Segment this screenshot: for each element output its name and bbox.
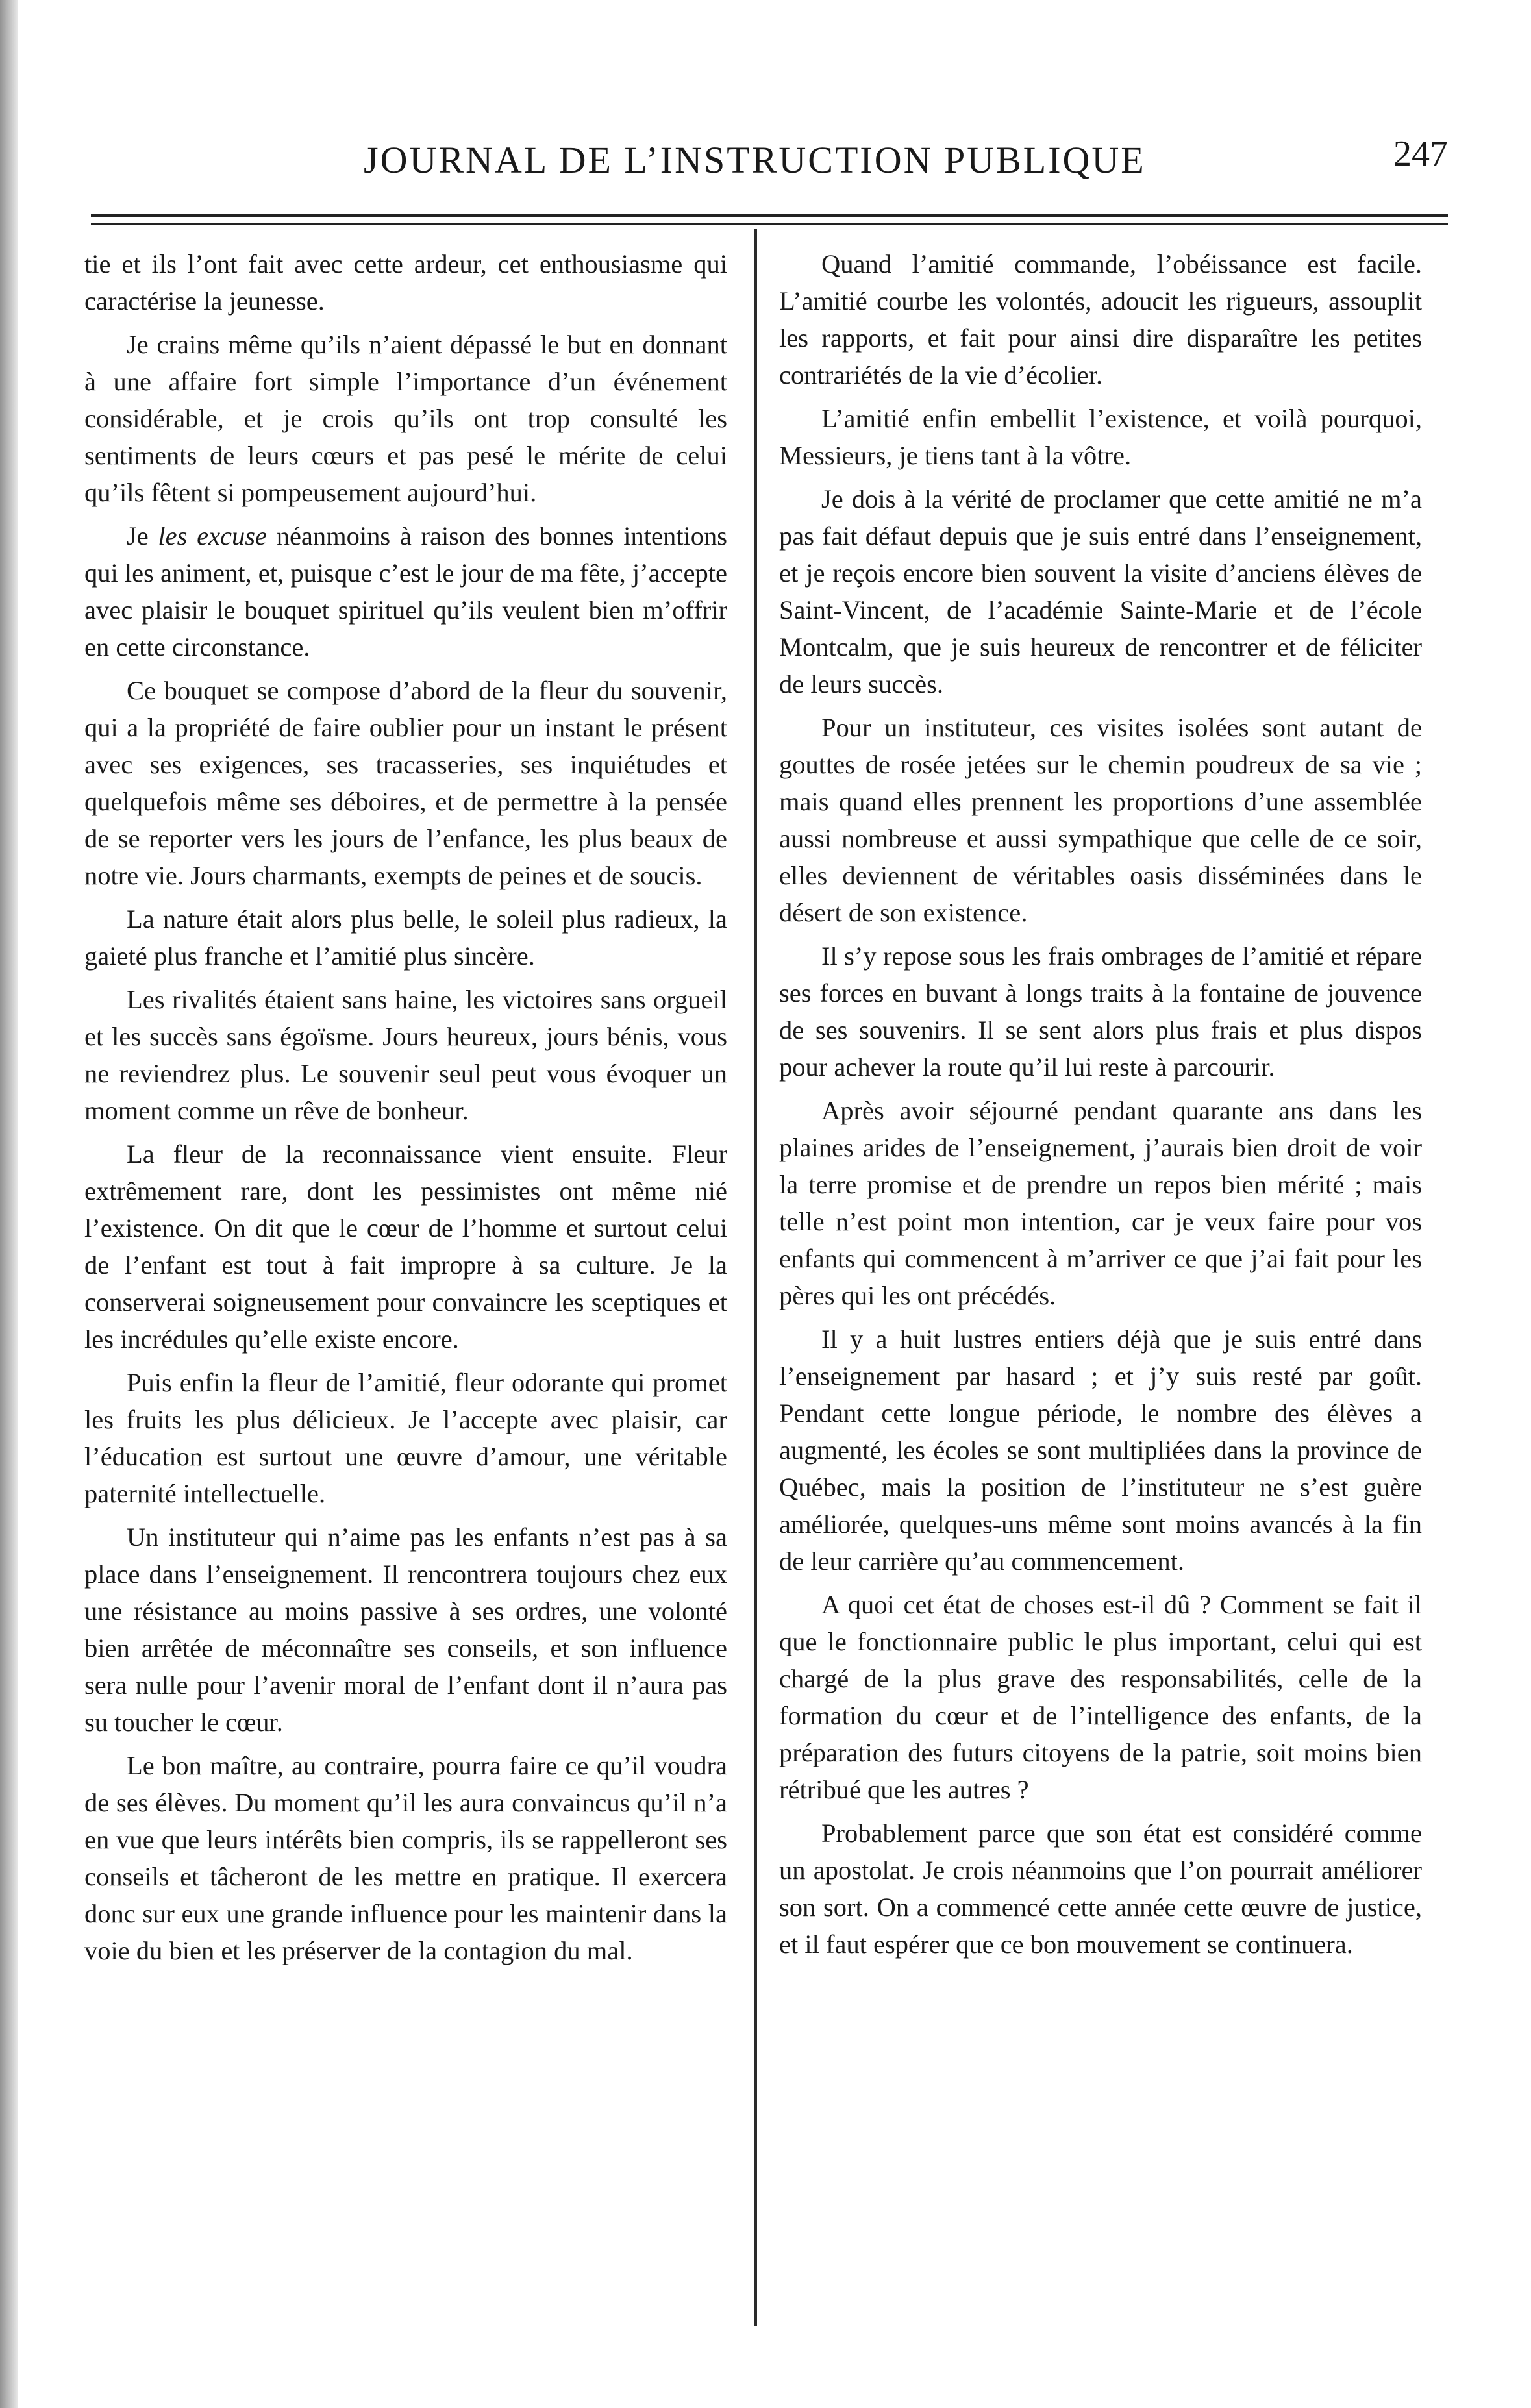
paragraph-with-italic: [84, 517, 727, 665]
paragraph: Probablement parce que son état est considéré comme un apostolat. Je crois néanmoins que l’on pourrait améliorer son sort. On a commencé cette année cette œuvre de justice, et il faut espérer que ce bon mouvement se continuera.: [779, 1818, 1422, 1959]
paragraph: Je crains même qu’ils n’aient dépassé le but en donnant à une affaire fort simple l’importance d’un événement considérable, et je crois qu’ils ont trop consulté les sentiments de leurs cœurs et pas pesé le mérite de celui qu’ils fêtent si pompeusement aujourd’hui.: [84, 330, 727, 507]
page-number: 247: [1393, 134, 1448, 174]
text-run: Je: [127, 521, 158, 551]
paragraph: Un instituteur qui n’aime pas les enfants n’est pas à sa place dans l’enseignement. Il rencontrera toujours chez eux une résistance au moins passive à ses ordres, une volonté bien arrêtée de méconnaître ses conseils, et son influence sera nulle pour l’avenir moral de l’enfant dont il n’aura pas su toucher le cœur.: [84, 1522, 727, 1737]
paragraph: La fleur de la reconnaissance vient ensuite. Fleur extrêmement rare, dont les pessimistes ont même nié l’existence. On dit que le cœur de l’homme et surtout celui de l’enfant est tout à fait impropre à sa culture. Je la conserverai soigneusement pour convaincre les sceptiques et les incrédules qu’elle existe encore.: [84, 1139, 727, 1354]
right-column: [779, 245, 1422, 1969]
paragraph: Je dois à la vérité de proclamer que cette amitié ne m’a pas fait défaut depuis que je suis entré dans l’enseignement, et je reçois encore bien souvent la visite d’anciens élèves de Saint-Vincent, de l’académie Sainte-Marie et de l’école Montcalm, que je suis heureux de rencontrer et de féliciter de leurs succès.: [779, 484, 1422, 699]
paragraph: L’amitié enfin embellit l’existence, et voilà pourquoi, Messieurs, je tiens tant à la vôtre.: [779, 404, 1422, 470]
paragraph: Quand l’amitié commande, l’obéissance est facile. L’amitié courbe les volontés, adoucit les rigueurs, assouplit les rapports, et fait pour ainsi dire disparaître les petites contrariétés de la vie d’écolier.: [779, 249, 1422, 390]
paragraph: La nature était alors plus belle, le soleil plus radieux, la gaieté plus franche et l’amitié plus sincère.: [84, 904, 727, 971]
paragraph: Il s’y repose sous les frais ombrages de l’amitié et répare ses forces en buvant à longs traits à la fontaine de jouvence de ses souvenirs. Il se sent alors plus frais et plus dispos pour achever la route qu’il lui reste à parcourir.: [779, 941, 1422, 1082]
page-binding-edge: [0, 0, 18, 2408]
journal-title: JOURNAL DE L’INSTRUCTION PUBLIQUE: [364, 139, 1146, 181]
paragraph: A quoi cet état de choses est-il dû ? Comment se fait il que le fonctionnaire public le plus important, celui qui est chargé de la plus grave des responsabilités, celle de la formation du cœur et de l’intelligence des enfants, de la préparation des futurs citoyens de la patrie, soit moins bien rétribué que les autres ?: [779, 1590, 1422, 1804]
running-header: [91, 133, 1448, 205]
paragraph: Les rivalités étaient sans haine, les victoires sans orgueil et les succès sans égoïsme. Jours heureux, jours bénis, vous ne reviendrez plus. Le souvenir seul peut vous évoquer un moment comme un rêve de bonheur.: [84, 985, 727, 1125]
paragraph: tie et ils l’ont fait avec cette ardeur, cet enthousiasme qui caractérise la jeunesse.: [84, 249, 727, 316]
column-divider: [754, 229, 757, 2326]
text-run: néanmoins à raison des bonnes intentions qui les animent, et, puisque c’est le jour de ma fête, j’accepte avec plaisir le bouquet spirituel qu’ils veulent bien m’offrir en cette circonstance.: [84, 521, 727, 662]
left-column: [84, 245, 727, 1976]
paragraph: Puis enfin la fleur de l’amitié, fleur odorante qui promet les fruits les plus délicieux. Je l’accepte avec plaisir, car l’éducation est surtout une œuvre d’amour, une véritable paternité intellectuelle.: [84, 1368, 727, 1508]
paragraph: Ce bouquet se compose d’abord de la fleur du souvenir, qui a la propriété de faire oublier pour un instant le présent avec ses exigences, ses tracasseries, ses inquiétudes et quelquefois même ses déboires, et de permettre à la pensée de se reporter vers les jours de l’enfance, les plus beaux de notre vie. Jours charmants, exempts de peines et de soucis.: [84, 676, 727, 890]
paragraph: Pour un instituteur, ces visites isolées sont autant de gouttes de rosée jetées sur le chemin poudreux de sa vie ; mais quand elles prennent les proportions d’une assemblée aussi nombreuse et aussi sympathique que celle de ce soir, elles deviennent de véritables oasis disséminées dans le désert de son existence.: [779, 713, 1422, 927]
paragraph: Il y a huit lustres entiers déjà que je suis entré dans l’enseignement par hasard ; et j’y suis resté par goût. Pendant cette longue période, le nombre des élèves a augmenté, les écoles se sont multipliées dans la province de Québec, mais la position de l’instituteur ne s’est guère améliorée, quelques-uns même sont moins avancés à la fin de leur carrière qu’au commencement.: [779, 1324, 1422, 1576]
header-rule-thick: [91, 214, 1448, 217]
paragraph: Le bon maître, au contraire, pourra faire ce qu’il voudra de ses élèves. Du moment qu’il les aura convaincus qu’il n’a en vue que leurs intérêts bien compris, ils se rappelleront ses conseils et tâcheront de les mettre en pratique. Il exercera donc sur eux une grande influence pour les maintenir dans la voie du bien et les préserver de la contagion du mal.: [84, 1751, 727, 1965]
italic-phrase: les excuse: [158, 521, 268, 551]
header-rule-thin: [91, 223, 1448, 225]
paragraph: Après avoir séjourné pendant quarante ans dans les plaines arides de l’enseignement, j’aurais bien droit de voir la terre promise et de prendre un repos bien mérité ; mais telle n’est point mon intention, car je veux faire pour vos enfants qui commencent à m’arriver ce que j’ai fait pour les pères qui les ont précédés.: [779, 1096, 1422, 1310]
